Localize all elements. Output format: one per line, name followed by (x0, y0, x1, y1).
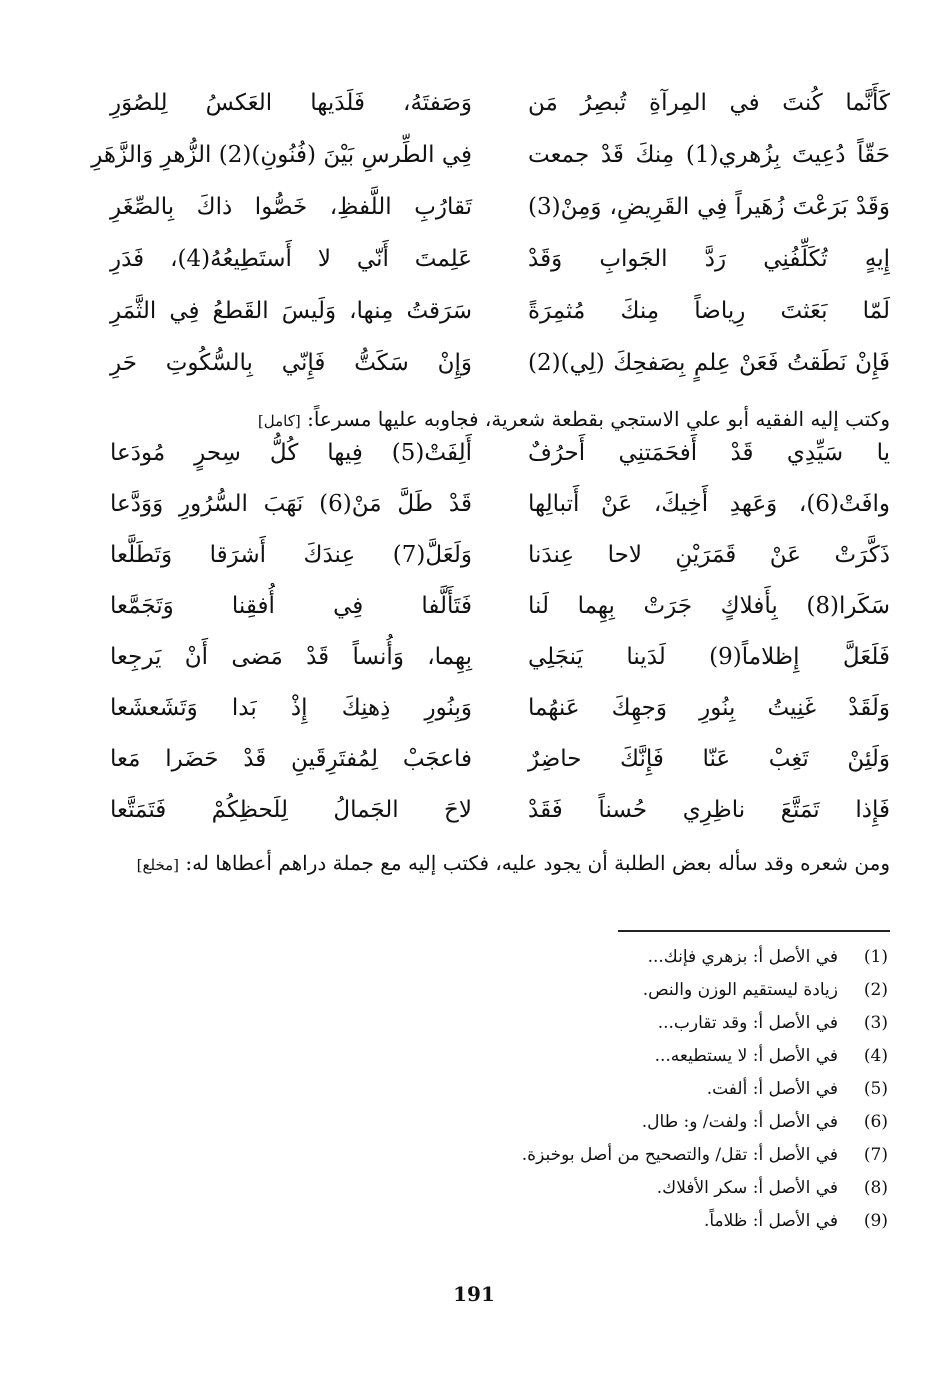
footnote-item (188, 1072, 888, 1105)
verse-right-hemistich: وَلَقَدْ غَنِيتُ بِنُورِ وَجهِكَ عَنهُما (528, 694, 890, 721)
footnote-item (188, 1204, 888, 1237)
footnote-number: (4) (863, 1045, 888, 1066)
footnote-number: (2) (863, 979, 888, 1000)
verse-line (110, 338, 890, 390)
verse-right-hemistich: فَإِنْ نَطَقتُ فَعَنْ عِلمٍ بِصَفحِكَ (لِي)(2) (528, 350, 890, 377)
verse-left-hemistich: وَإِنْ سَكَتُّ فَإِنّي بِالسُّكُوتِ حَرِ (110, 350, 472, 377)
footnote-item (188, 1039, 888, 1072)
verse-right-hemistich: فَإِذا تَمَتَّعَ ناظِرِي حُسناً فَقَدْ (528, 796, 890, 823)
verse-right-hemistich: ذَكَّرَتْ عَنْ قَمَرَيْنِ لاحا عِندَنا (528, 541, 890, 568)
verse-right-hemistich: وَقَدْ بَرَعْتَ زُهَيراً فِي القَرِيضِ، وَمِنْ(3) (528, 194, 890, 221)
verse-right-hemistich: فَلَعَلَّ إِظلاماً(9) لَدَينا يَنجَلِي (528, 643, 891, 670)
verse-right-hemistich: كَأَنَّما كُنتَ في المِرآةِ تُبصِرُ مَن (528, 90, 890, 117)
footnotes-list (188, 940, 888, 1237)
verse-left-hemistich: أَلِفَتْ(5) فِيها كُلُّ سِحرٍ مُودَعا (110, 439, 472, 466)
verse-right-hemistich: يا سَيِّدِي قَدْ أَفحَمَتنِي أَحرُفٌ (528, 439, 890, 466)
footnote-number: (8) (863, 1177, 888, 1198)
footnote-item (188, 973, 888, 1006)
verse-left-hemistich: تَقارُبِ اللَّفظِ، خَصُّوا ذاكَ بِالصِّغَرِ (110, 194, 472, 221)
verse-line (110, 428, 890, 479)
footnote-item (188, 940, 888, 973)
footnote-text: في الأصل أ: وقد تقارب... (657, 1012, 838, 1033)
verse-left-hemistich: فَتَأَلَّفا فِي أُفقِنا وَتَجَمَّعا (110, 592, 472, 619)
verse-right-hemistich: إِيهٍ تُكَلِّفُنِي رَدَّ الجَوابِ وَقَدْ (528, 246, 890, 273)
verse-line (110, 785, 890, 836)
verse-left-hemistich: وَلَعَلَّ(7) عِندَكَ أَشرَقا وَتَطَلَّعا (110, 541, 472, 568)
verse-line (110, 530, 890, 581)
verse-line (110, 286, 890, 338)
verse-left-hemistich: فاعجَبْ لِمُفتَرِقَينِ قَدْ حَضَرا مَعا (110, 745, 472, 772)
footnote-number: (3) (863, 1012, 888, 1033)
intro-text: وكتب إليه الفقيه أبو علي الاستجي بقطعة شعرية، فجاوبه عليها مسرعاً: (307, 407, 890, 431)
intro-paragraph-2 (110, 846, 890, 880)
verse-right-hemistich: وافَتْ(6)، وَعَهدِ أَخِيكَ، عَنْ أَتبالِها (528, 490, 890, 517)
footnote-text: زيادة ليستقيم الوزن والنص. (642, 979, 838, 1000)
footnote-text: في الأصل أ: ظلاماً. (703, 1210, 838, 1231)
verse-right-hemistich: وَلَئِنْ تَغِبْ عَنّا فَإِنَّكَ حاضِرٌ (528, 745, 890, 772)
verse-left-hemistich: وَصَفتَهُ، فَلَدَيها العَكسُ لِلصُوَرِ (110, 90, 472, 117)
poem-second (110, 428, 890, 836)
verse-line (110, 581, 890, 632)
verse-left-hemistich: عَلِمتَ أَنّي لا أَستَطِيعُهُ(4)، فَدَرِ (110, 246, 472, 273)
verse-left-hemistich: قَدْ طَلَّ مَنْ(6) نَهَبَ السُّرُورِ وَوَدَّعا (110, 490, 472, 517)
verse-line (110, 182, 890, 234)
intro-text-2: ومن شعره وقد سأله بعض الطلبة أن يجود عليه، فكتب إليه مع جملة دراهم أعطاها له: (185, 851, 890, 875)
footnote-text: في الأصل أ: ولفت/ و: طال. (641, 1111, 838, 1132)
footnote-item (188, 1138, 888, 1171)
poem-first (91, 78, 890, 390)
verse-left-hemistich: سَرَقتُ مِنها، وَلَيسَ القَطعُ فِي الثَّمَرِ (110, 298, 472, 325)
footnote-text: في الأصل أ: ألفت. (706, 1078, 838, 1099)
footnote-item (188, 1006, 888, 1039)
page-number: 191 (453, 1282, 495, 1306)
verse-left-hemistich: فِي الطِّرسِ بَيْنَ (فُنُونِ)(2) الزُّهرِ وَالزَّهَرِ (91, 142, 472, 169)
meter-label: [كامل] (257, 412, 301, 430)
verse-line (110, 734, 890, 785)
footnote-number: (6) (863, 1111, 888, 1132)
footnote-text: في الأصل أ: سكر الأفلاك. (656, 1177, 838, 1198)
verse-line (110, 234, 890, 286)
verse-line (110, 683, 890, 734)
footnote-text: في الأصل أ: تقل/ والتصحيح من أصل بوخبزة. (521, 1144, 838, 1165)
footnote-text: في الأصل أ: بزهري فإنك... (647, 946, 838, 967)
footnote-divider (618, 930, 890, 932)
verse-right-hemistich: لَمّا بَعَثتَ رِياضاً مِنكَ مُثمِرَةً (528, 298, 890, 325)
verse-line (91, 130, 890, 182)
verse-line (110, 479, 890, 530)
verse-line (110, 632, 890, 683)
footnote-number: (9) (863, 1210, 888, 1231)
verse-left-hemistich: لاحَ الجَمالُ لِلَحظِكُمْ فَتَمَتَّعا (110, 796, 472, 823)
footnote-number: (1) (863, 946, 888, 967)
verse-left-hemistich: وَبِنُورِ ذِهنِكَ إِذْ بَدا وَتَشَعشَعا (110, 694, 472, 721)
verse-line (110, 78, 890, 130)
verse-right-hemistich: حَقّاً دُعِيتَ بِزُهري(1) مِنكَ قَدْ جمعت (528, 142, 890, 169)
footnote-number: (5) (863, 1078, 888, 1099)
verse-right-hemistich: سَكَرا(8) بِأَفلاكٍ جَرَتْ بِهِما لَنا (528, 592, 890, 619)
footnote-text: في الأصل أ: لا يستطيعه... (654, 1045, 838, 1066)
meter-label-2: [مخلع] (136, 856, 180, 874)
footnote-number: (7) (863, 1144, 888, 1165)
footnote-item (188, 1105, 888, 1138)
footnote-item (188, 1171, 888, 1204)
verse-left-hemistich: بِهِما، وَأُنساً قَدْ مَضى أَنْ يَرجِعا (110, 643, 472, 670)
